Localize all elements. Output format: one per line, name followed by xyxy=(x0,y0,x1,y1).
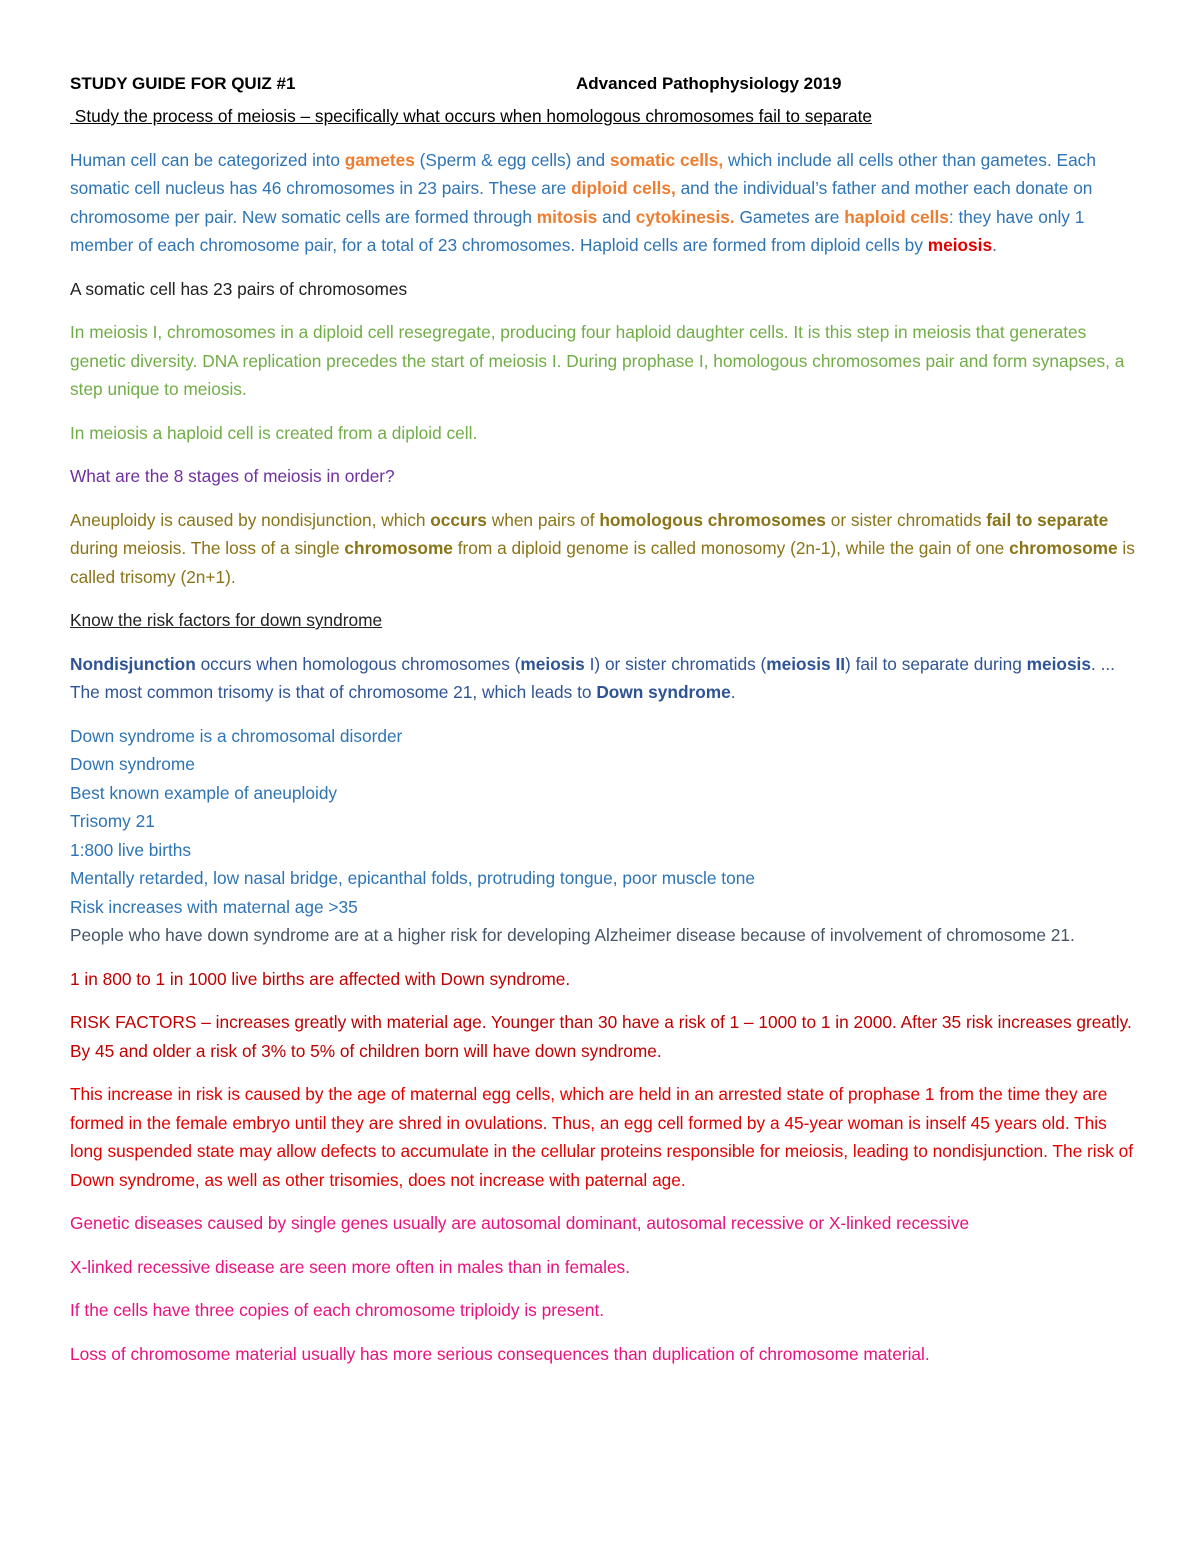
term-cytokinesis: cytokinesis. xyxy=(635,206,735,227)
list-item: Trisomy 21 xyxy=(70,811,155,831)
paragraph-single-gene: Genetic diseases caused by single genes usually are autosomal dominant, autosomal recessive or X-linked recessive xyxy=(70,1213,970,1233)
paragraph-chromosome-loss: Loss of chromosome material usually has more serious consequences than duplication of chromosome material. xyxy=(70,1343,930,1364)
term-gametes: gametes xyxy=(344,149,415,170)
list-item: Risk increases with maternal age >35 xyxy=(70,896,358,917)
document-page xyxy=(70,70,1135,1383)
term-mitosis: mitosis xyxy=(536,206,598,227)
paragraph-maternal-age: This increase in risk is caused by the age of maternal egg cells, which are held in an arrested state of prophase 1 from the time they are formed in the female embryo until they are shred in ovulations. Thus, an egg cell formed by a 45-year woman is inself 45 years old. This long suspended state may allow defects to accumulate in the cellular proteins responsible for meiosis, leading to nondisjunction. The risk of Down syndrome, as well as other trisomies, does not increase with paternal age. xyxy=(70,1084,1134,1190)
document-header xyxy=(70,70,1135,102)
list-item-alzheimer: People who have down syndrome are at a higher risk for developing Alzheimer disease because of involvement of chromosome 21. xyxy=(70,925,1075,945)
term-diploid-cells: diploid cells, xyxy=(571,178,676,198)
question-meiosis-stages: What are the 8 stages of meiosis in order? xyxy=(70,466,395,486)
list-item: Down syndrome xyxy=(70,754,195,774)
term-haploid-cells: haploid cells xyxy=(844,206,949,227)
term-somatic-cells: somatic cells, xyxy=(609,149,724,170)
paragraph-cell-types: Human cell can be categorized into gametes (Sperm & egg cells) and somatic cells, which include all cells other than gametes. Each somatic cell nucleus has 46 chromosomes in 23 pairs. These are diploid cells, and the individual’s father and mother each donate on chromosome per pair. New somatic cells are formed through mitosis and cytokinesis. Gametes are haploid cells: they have only 1 member of each chromosome pair, for a total of 23 chromosomes. Haploid cells are formed from diploid cells by meiosis. xyxy=(70,149,1096,255)
paragraph-incidence: 1 in 800 to 1 in 1000 live births are affected with Down syndrome. xyxy=(70,968,571,989)
paragraph-aneuploidy: Aneuploidy is caused by nondisjunction, which occurs when pairs of homologous chromosomes or sister chromatids fail to separate during meiosis. The loss of a single chromosome from a diploid genome is called monosomy (2n-1), while the gain of one chromosome is called trisomy (2n+1). xyxy=(70,509,1135,587)
term-meiosis: meiosis xyxy=(927,235,993,255)
list-item: Mentally retarded, low nasal bridge, epicanthal folds, protruding tongue, poor muscle tone xyxy=(70,868,755,888)
paragraph-triploidy: If the cells have three copies of each chromosome triploidy is present. xyxy=(70,1300,605,1320)
paragraph-somatic-pairs: A somatic cell has 23 pairs of chromosomes xyxy=(70,278,408,299)
list-item: Best known example of aneuploidy xyxy=(70,782,338,803)
paragraph-risk-factors: RISK FACTORS – increases greatly with material age. Younger than 30 have a risk of 1 – 1000 to 1 in 2000. After 35 risk increases greatly. By 45 and older a risk of 3% to 5% of children born will have down syndrome. xyxy=(70,1012,1132,1061)
list-item: Down syndrome is a chromosomal disorder xyxy=(70,725,403,746)
paragraph-meiosis-one: In meiosis I, chromosomes in a diploid cell resegregate, producing four haploid daughter cells. It is this step in meiosis that generates genetic diversity. DNA replication precedes the start of meiosis I. During prophase I, homologous chromosomes pair and form synapses, a step unique to meiosis. xyxy=(70,322,1125,399)
objective-down-syndrome: Know the risk factors for down syndrome xyxy=(70,610,383,630)
down-syndrome-facts xyxy=(70,722,1135,950)
list-item: 1:800 live births xyxy=(70,839,192,860)
paragraph-nondisjunction: Nondisjunction occurs when homologous chromosomes (meiosis I) or sister chromatids (meiosis II) fail to separate during meiosis. ... The most common trisomy is that of chromosome 21, which leads to Down syndrome. xyxy=(70,653,1115,702)
course-title: Advanced Pathophysiology 2019 xyxy=(576,74,842,93)
objective-meiosis: Study the process of meiosis – specifically what occurs when homologous chromosomes fail to separate xyxy=(70,106,873,126)
paragraph-x-linked: X-linked recessive disease are seen more often in males than in females. xyxy=(70,1256,631,1277)
paragraph-haploid-from-diploid: In meiosis a haploid cell is created from a diploid cell. xyxy=(70,422,478,443)
document-title: STUDY GUIDE FOR QUIZ #1 xyxy=(70,74,296,93)
